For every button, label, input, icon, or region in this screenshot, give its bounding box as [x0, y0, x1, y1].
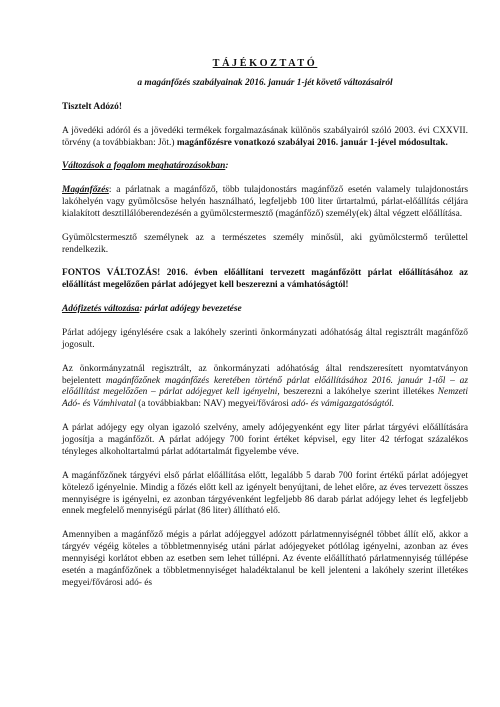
paragraph-2 [62, 364, 468, 412]
section1-heading-colon: : [225, 161, 229, 172]
important-notice: FONTOS VÁLTOZÁS! 2016. évben előállítani tervezett magánfőzött párlat előállításához az előállítást megelőzően párlat adójegyet kell beszerezni a vámhatóságtól! [62, 268, 468, 291]
p2-b: magánfőzőnek magánfőzés keretében történő párlat előállításához 2016. január 1-től – az előállítást megelőzően – párlat adójegyet kell igényelni, [62, 375, 469, 398]
paragraph-5: Amennyiben a magánfőző mégis a párlat adójeggyel adózott párlatmennyiségnél többet állít elő, akkor a tárgyév végéig köteles a többletmennyiség utáni párlat adójegyeket pótlólag igényelni, azonban az éves mennyiségi korlátot ebben az esetben sem lehet túllépni. Az évente előállítható párlatmennyiség túllépése esetén a magánfőzőnek a többletmennyiséget haladéktalanul be kell jelenteni a lakóhely szerint illetékes megyei/fővárosi adó- és [62, 530, 468, 588]
definition-magánfőzés [62, 185, 468, 221]
p2-c: beszerezni a lakóhelye szerint illetékes [279, 387, 438, 398]
definition-gyumolcstermeszto: Gyümölcstermesztő személynek az a természetes személy minősül, aki gyümölcstermő területtel rendelkezik. [62, 232, 468, 255]
p2-d: Nemzeti Adó- és Vámhivatal [62, 387, 468, 410]
intro-bold: magánfőzésre vonatkozó szabályai 2016. január 1-jével módosultak. [176, 137, 448, 148]
p2-f: adó- és vámigazgatóságtól. [291, 399, 395, 410]
p2-e: (a továbbiakban: NAV) megyei/fővárosi [135, 399, 292, 410]
intro-text: A jövedéki adóról és a jövedéki termékek forgalmazásának különös szabályairól szóló 2003. évi CXXVII. törvény (a továbbiakban: Jöt.) [62, 125, 468, 148]
paragraph-1: Párlat adójegy igénylésére csak a lakóhely szerinti önkormányzati adóhatóság által regisztrált magánfőző jogosult. [62, 327, 468, 350]
definition-text: : a párlatnak a magánfőző, több tulajdonostárs magánfőző esetén valamely tulajdonostárs lakóhelyén vagy gyümölcsöse helyén használható, legfeljebb 100 liter űrtartalmú, párlat-előállítás céljára kialakított desztillálóberendezésén a gyümölcstermesztő (magánfőző) személy(ek) által végzett előállítása. [62, 185, 468, 219]
section2-heading-line [62, 304, 468, 316]
paragraph-4: A magánfőzőnek tárgyévi első párlat előállítása előtt, legalább 5 darab 700 forint értékű párlat adójegyet kötelező igényelnie. Mindig a főzés előtt kell az igényelt benyújtani, de lehet előre, az éves tervezett összes mennyiségre is igényelni, ez azonban tárgyévenként legfeljebb 86 darab párlat adójegy lehet és legfeljebb ennek megfelelő mennyiségű párlat (86 liter) állítható elő. [62, 470, 468, 517]
paragraph-3: A párlat adójegy egy olyan igazoló szelvény, amely adójegyenként egy liter párlat tárgyévi előállítására jogosítja a magánfőzőt. A párlat adójegy 700 forint értéket képvisel, egy liter 42 térfogat százalékos tényleges alkoholtartalmú párlat adótartalmát figyelembe véve. [62, 423, 468, 457]
section2-heading: Adófizetés változása [62, 304, 140, 315]
section1-heading-line [62, 161, 468, 173]
section2-heading-rest: : párlat adójegy bevezetése [139, 304, 242, 315]
intro-paragraph [62, 126, 468, 150]
document-subtitle: a magánfőzés szabályainak 2016. január 1-jét követő változásairól [137, 77, 393, 88]
definition-term: Magánfőzés [62, 185, 109, 196]
p2-a: Az önkormányzatnál regisztrált, az önkormányzati adóhatóság által rendszeresített nyomtatványon bejelentett [62, 363, 468, 386]
section1-heading: Változások a fogalom meghatározásokban [62, 161, 226, 172]
document-title: TÁJÉKOZTATÓ [212, 58, 318, 69]
greeting: Tisztelt Adózó! [62, 101, 122, 112]
